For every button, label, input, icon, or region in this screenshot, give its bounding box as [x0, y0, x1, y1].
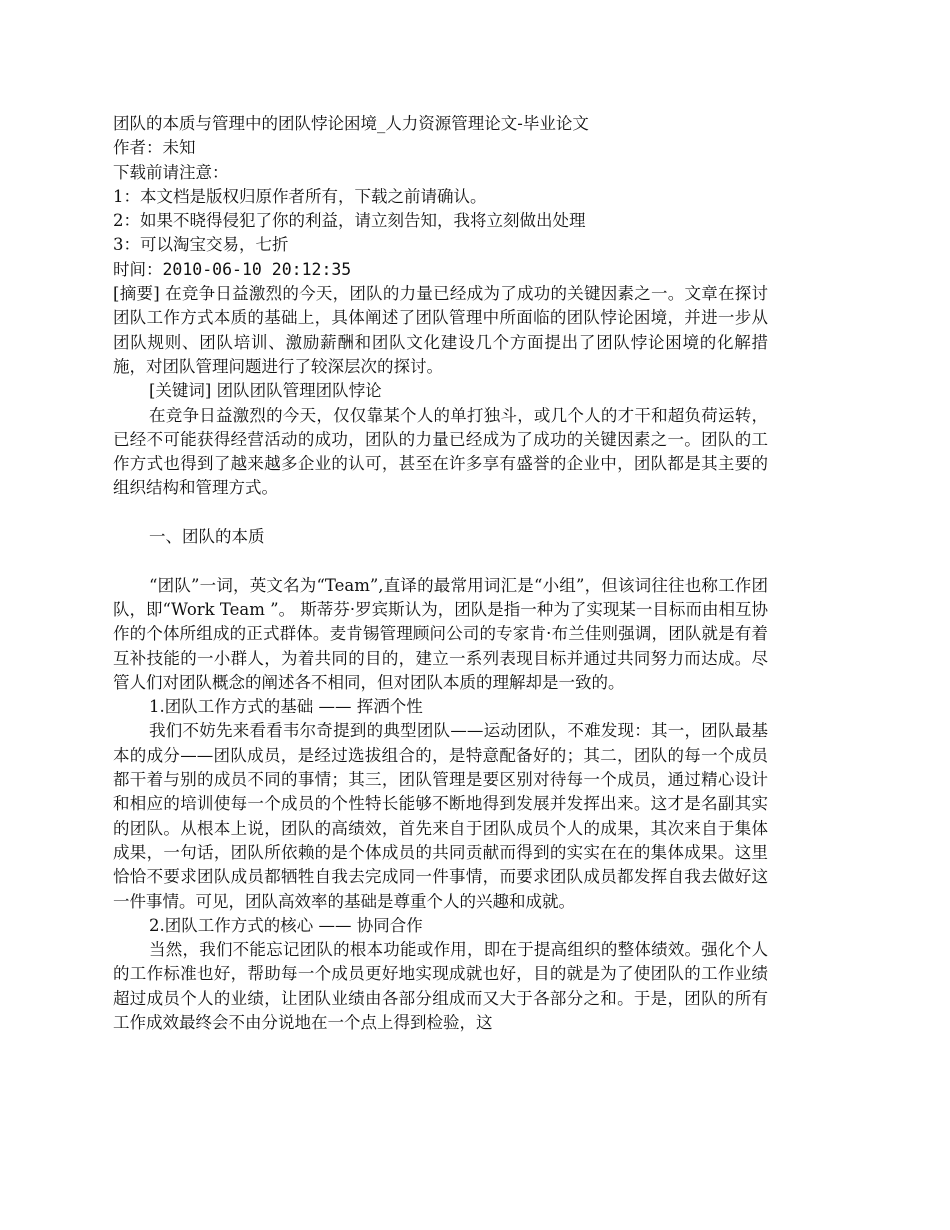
keywords-line: [关键词] 团队团队管理团队悖论: [149, 381, 382, 401]
subsection-heading-1: 1.团队工作方式的基础 —— 挥洒个性: [149, 697, 423, 717]
spacer: [113, 549, 768, 573]
notice-header: 下载前请注意：: [113, 162, 229, 182]
notice-item-3: 3：可以淘宝交易，七折: [113, 235, 289, 255]
section-paragraph: “团队”一词，英文名为“Team”,直译的最常用词汇是“小组”，但该词往往也称工作团队，即“Work Team ”。 斯蒂芬·罗宾斯认为，团队是指一种为了实现某一目标而由相互协作的个体所组成的正式群体。麦肯锡管理顾问公司的专家肯·布兰佳则强调，团队就是有着互补技能的一小群人，为着共同的目的，建立一系列表现目标并通过共同努力而达成。尽管人们对团队概念的阐述各不相同，但对团队本质的理解却是一致的。: [113, 575, 768, 692]
spacer: [113, 501, 768, 525]
subsection-heading-2: 2.团队工作方式的核心 —— 协同合作: [149, 915, 423, 935]
document-page: [113, 112, 768, 1035]
notice-item-1: 1：本文档是版权归原作者所有，下载之前请确认。: [113, 186, 487, 206]
document-title: 团队的本质与管理中的团队悖论困境_人力资源管理论文-毕业论文: [113, 114, 589, 133]
section-heading: 一、团队的本质: [149, 527, 265, 547]
notice-item-2: 2：如果不晓得侵犯了你的利益，请立刻告知，我将立刻做出处理: [113, 211, 586, 231]
abstract-paragraph: [摘要] 在竞争日益激烈的今天，团队的力量已经成为了成功的关键因素之一。文章在探讨团队工作方式本质的基础上，具体阐述了团队管理中所面临的团队悖论困境，并进一步从团队规则、团队培训、激励薪酬和团队文化建设几个方面提出了团队悖论困境的化解措施，对团队管理问题进行了较深层次的探讨。: [113, 284, 768, 376]
author-line: 作者：未知: [113, 138, 196, 158]
subsection-paragraph-1: 我们不妨先来看看韦尔奇提到的典型团队——运动团队，不难发现：其一，团队最基本的成分——团队成员，是经过选拔组合的，是特意配备好的；其二，团队的每一个成员都干着与别的成员不同的事情；其三，团队管理是要区别对待每一个成员，通过精心设计和相应的培训使每一个成员的个性特长能够不断地得到发展并发挥出来。这才是名副其实的团队。从根本上说，团队的高绩效，首先来自于团队成员个人的成果，其次来自于集体成果，一句话，团队所依赖的是个体成员的共同贡献而得到的实实在在的集体成果。这里恰恰不要求团队成员都牺牲自我去完成同一件事情，而要求团队成员都发挥自我去做好这一件事情。可见，团队高效率的基础是尊重个人的兴趣和成就。: [113, 721, 768, 911]
timestamp: 时间：2010-06-10 20:12:35: [113, 259, 352, 279]
subsection-paragraph-2: 当然，我们不能忘记团队的根本功能或作用，即在于提高组织的整体绩效。强化个人的工作标准也好，帮助每一个成员更好地实现成就也好，目的就是为了使团队的工作业绩超过成员个人的业绩，让团队业绩由各部分组成而又大于各部分之和。于是，团队的所有工作成效最终会不由分说地在一个点上得到检验，这: [113, 940, 768, 1032]
intro-paragraph: 在竞争日益激烈的今天，仅仅靠某个人的单打独斗，或几个人的才干和超负荷运转，已经不可能获得经营活动的成功，团队的力量已经成为了成功的关键因素之一。团队的工作方式也得到了越来越多企业的认可，甚至在许多享有盛誉的企业中，团队都是其主要的组织结构和管理方式。: [113, 405, 768, 498]
